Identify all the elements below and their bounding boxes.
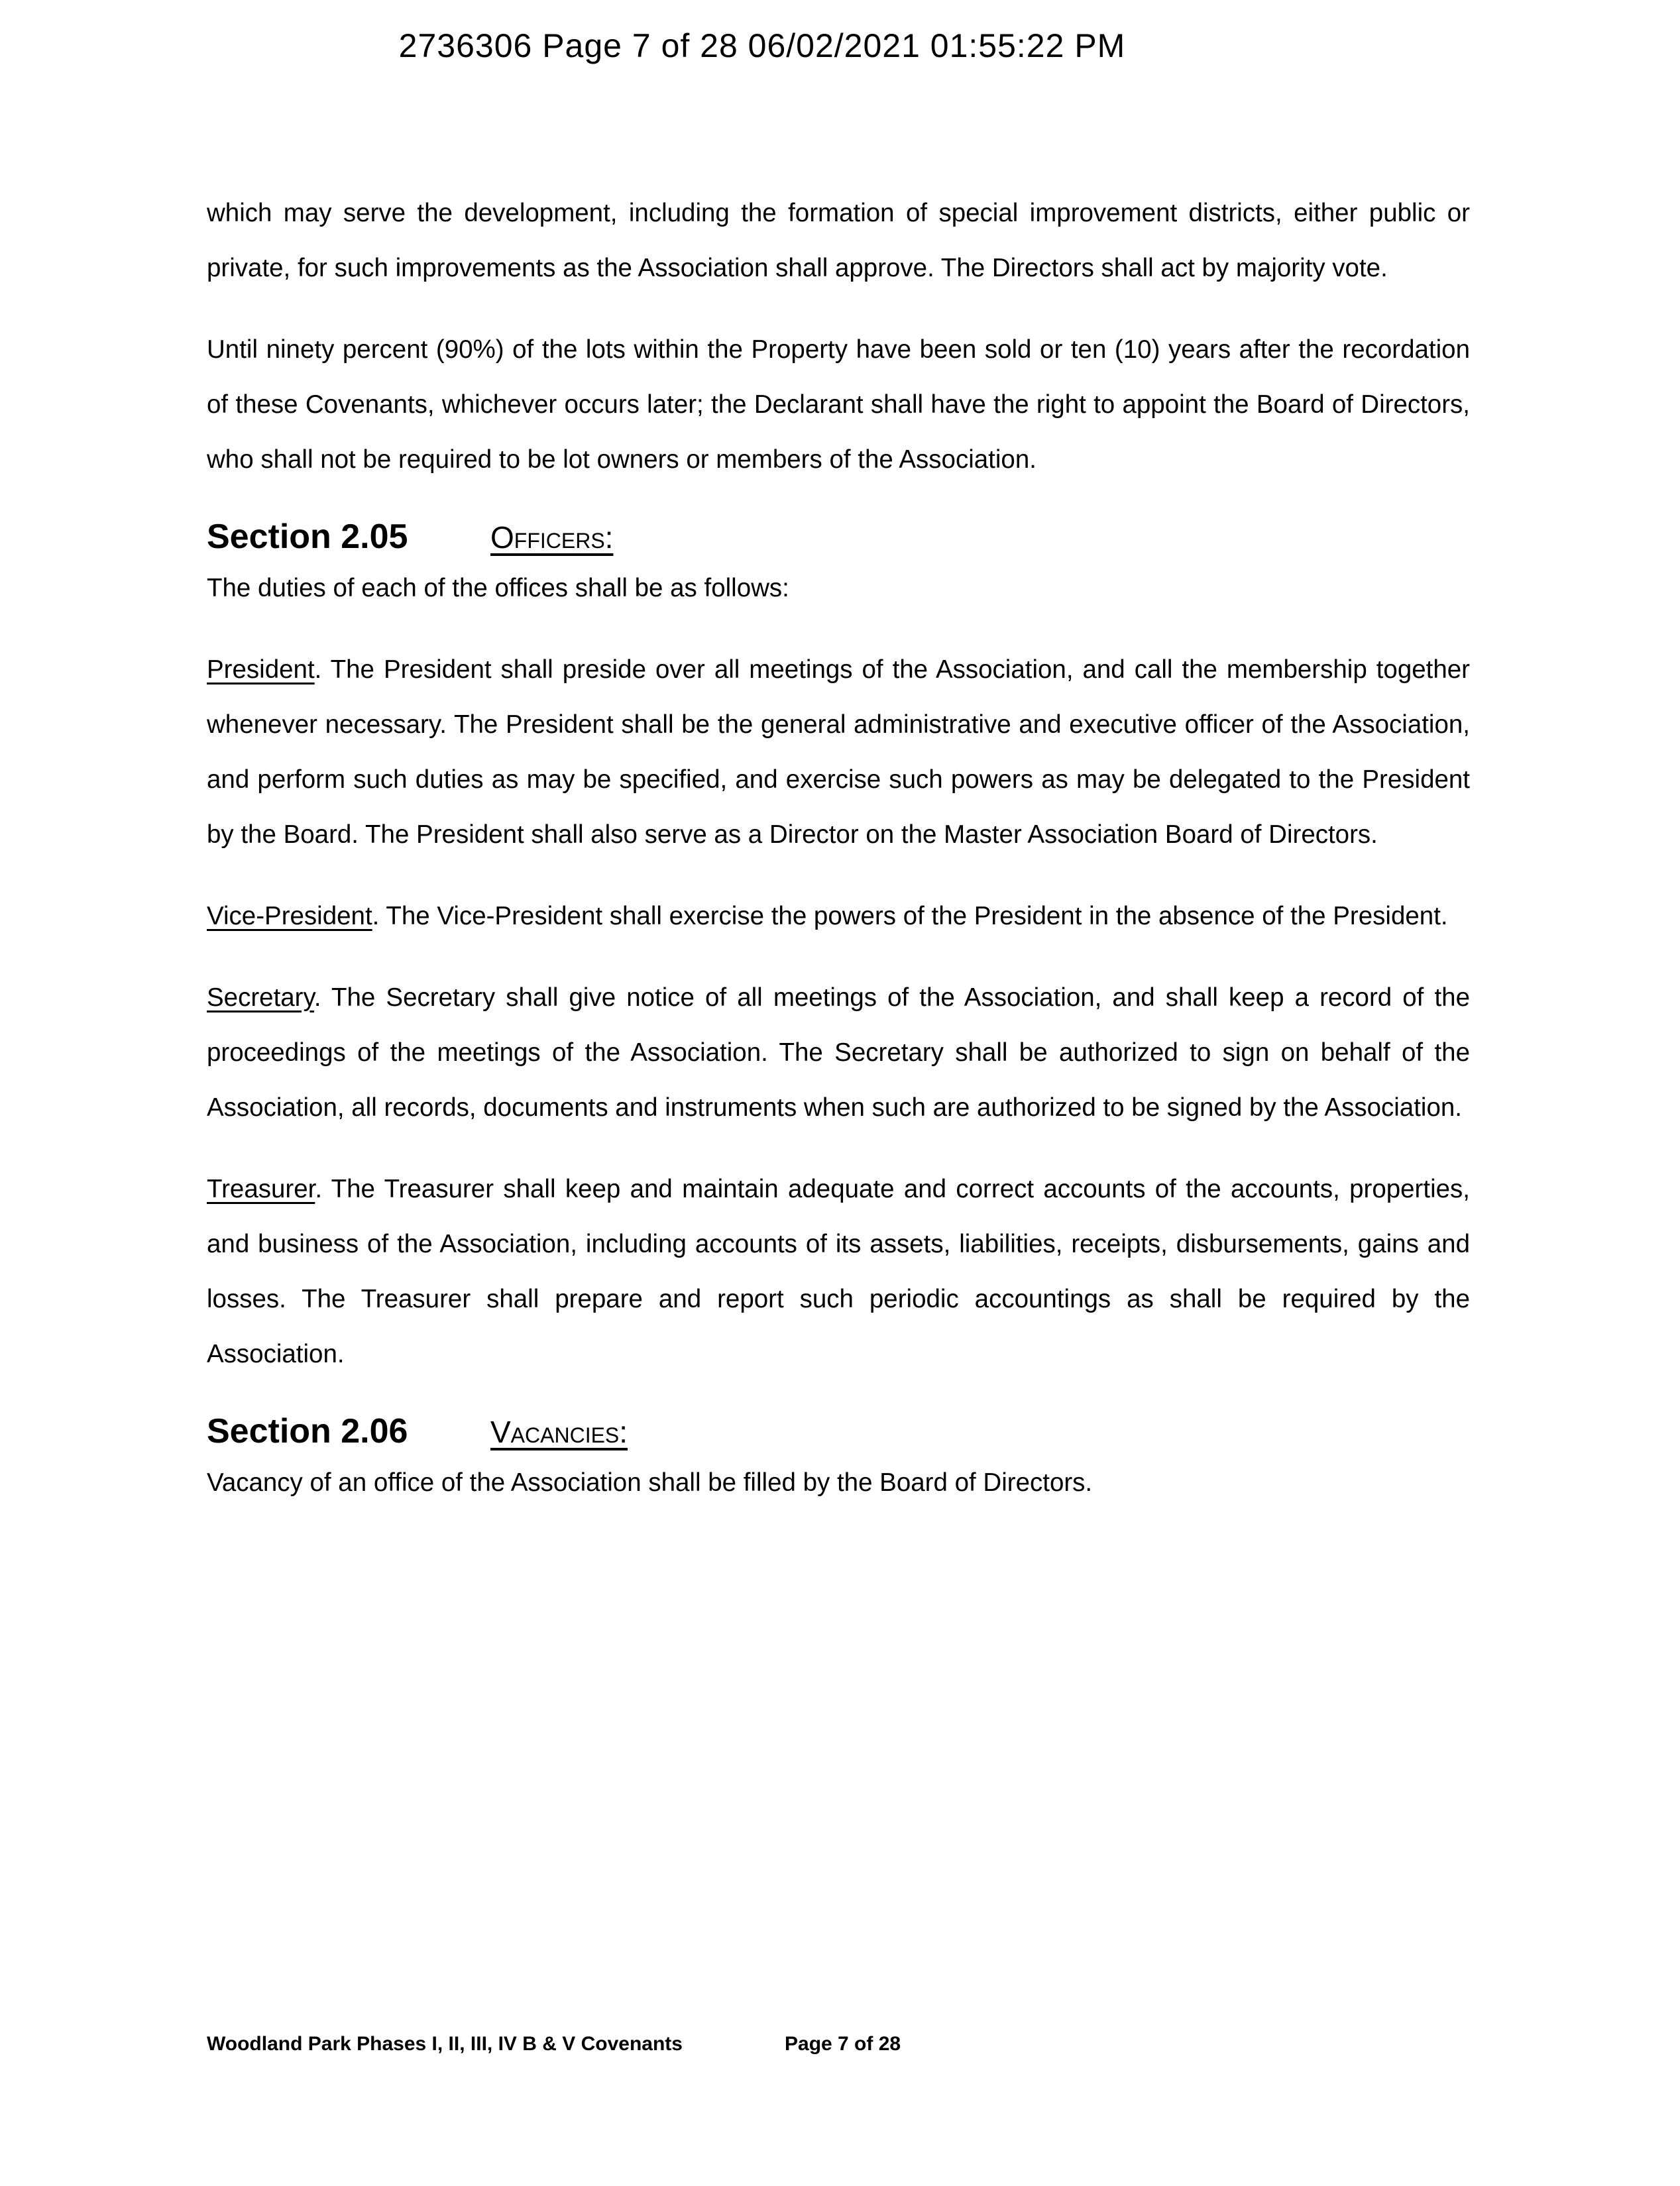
section-number: Section 2.05: [207, 518, 408, 556]
officer-vice-president: [207, 889, 1470, 944]
page-footer: [207, 2033, 901, 2055]
section-title: Vacancies:: [490, 1415, 628, 1449]
paragraph-directors-vote: which may serve the development, including the formation of special improvement districts, either public or private, for such improvements as the Association shall approve. The Directors shall act by majority vote.: [207, 199, 1470, 282]
footer-document-title: Woodland Park Phases I, II, III, IV B & V Covenants: [207, 2033, 683, 2055]
officer-description: . The Vice-President shall exercise the powers of the President in the absence of the President.: [372, 902, 1448, 930]
section-number: Section 2.06: [207, 1412, 408, 1450]
officer-description: . The President shall preside over all meetings of the Association, and call the membership together whenever necessary. The President shall be the general administrative and executive officer of the Association, and perform such duties as may be specified, and exercise such powers as may be delegated to the President by the Board. The President shall also serve as a Director on the Master Association Board of Directors.: [207, 655, 1470, 849]
section-2-05-heading: [207, 514, 1470, 561]
officer-secretary: [207, 970, 1470, 1135]
officer-term: Treasurer: [207, 1175, 315, 1203]
officer-term: Secretary: [207, 983, 314, 1012]
officer-president: [207, 642, 1470, 862]
section-2-06-heading: [207, 1408, 1470, 1455]
officer-description: . The Treasurer shall keep and maintain adequate and correct accounts of the accounts, properties, and business of the Association, including accounts of its assets, liabilities, receipts, disbursements, gains and losses. The Treasurer shall prepare and report such periodic accountings as shall be required by the Association.: [207, 1175, 1470, 1368]
section-title: Officers:: [490, 520, 614, 555]
section-text-vacancies: Vacancy of an office of the Association shall be filled by the Board of Directors.: [207, 1468, 1093, 1497]
officer-term: Vice-President: [207, 902, 372, 930]
paragraph-declarant-appointment: Until ninety percent (90%) of the lots within the Property have been sold or ten (10) years after the recordation of these Covenants, whichever occurs later; the Declarant shall have the right to appoint the Board of Directors, who shall not be required to be lot owners or members of the Association.: [207, 335, 1470, 474]
section-intro: The duties of each of the offices shall be as follows:: [207, 574, 789, 602]
officer-description: . The Secretary shall give notice of all meetings of the Association, and shall keep a record of the proceedings of the meetings of the Association. The Secretary shall be authorized to sign on behalf of the Association, all records, documents and instruments when such are authorized to be signed by the Association.: [207, 983, 1470, 1122]
officer-term: President: [207, 655, 315, 684]
document-body: [207, 186, 1470, 1537]
recording-stamp: 2736306 Page 7 of 28 06/02/2021 01:55:22 PM: [398, 27, 1126, 64]
footer-page-number: Page 7 of 28: [785, 2033, 901, 2055]
officer-treasurer: [207, 1162, 1470, 1382]
